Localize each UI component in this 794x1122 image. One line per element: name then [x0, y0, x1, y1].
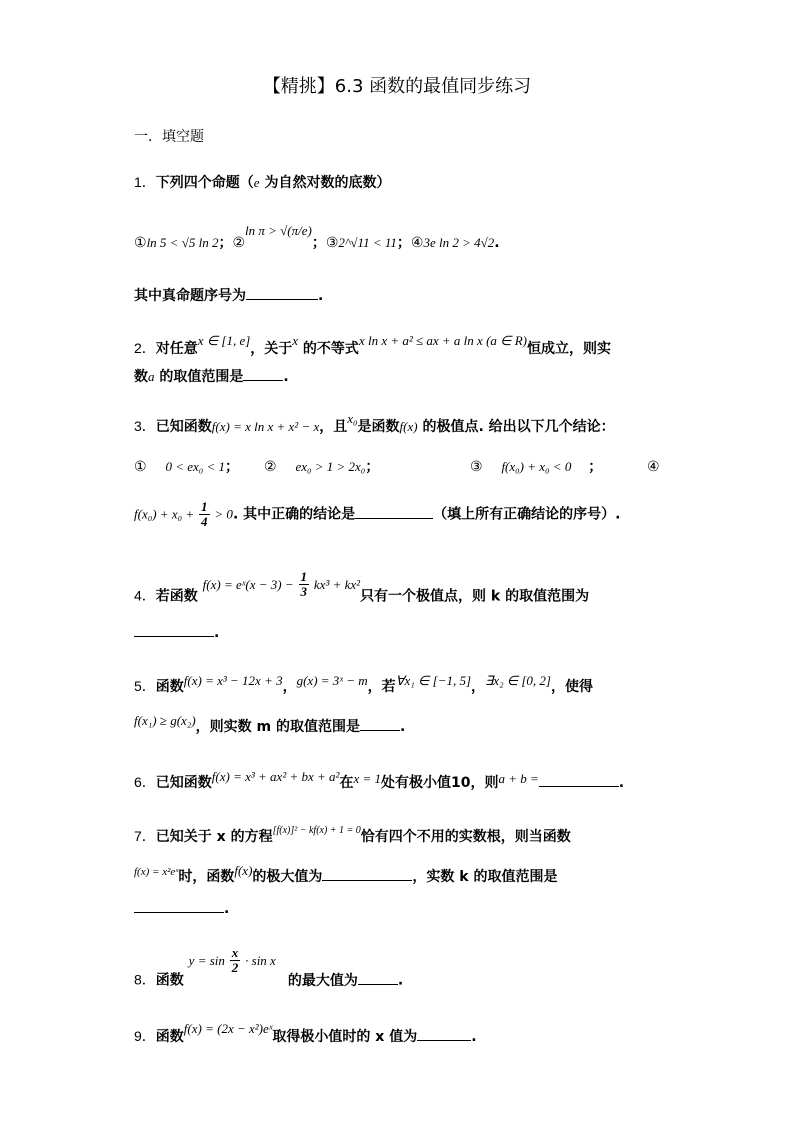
- fraction: $\frac{1}{4}$: [201, 499, 208, 529]
- question-number: 7．: [134, 828, 156, 844]
- question-number: 8．: [134, 971, 156, 988]
- question-1-stem: 1．下列四个命题（e 为自然对数的底数）: [134, 174, 391, 191]
- q3-conclusion-4-mark: ④: [647, 458, 660, 474]
- page-title: 【精挑】6.3 函数的最值同步练习: [262, 76, 532, 97]
- answer-blank[interactable]: [134, 898, 224, 913]
- question-5-line-1: 5．函数f(x) = x³ − 12x + 3，g(x) = 3ˣ − m，若∀x₁ ∈ [−1, 5]，∃x₂ ∈ [0, 2]，使得: [134, 673, 593, 695]
- answer-blank[interactable]: [246, 285, 318, 300]
- question-7-line-3: .: [134, 898, 229, 919]
- fraction: $\frac{x}{2}$: [231, 945, 239, 975]
- question-number: 3．: [134, 418, 156, 434]
- answer-blank[interactable]: [243, 366, 283, 381]
- q1-option-3: 2^√11 < 11: [338, 235, 397, 250]
- question-number: 1．: [134, 174, 156, 190]
- q1-option-1: ln 5 < √5 ln 2: [146, 235, 219, 250]
- question-number: 9．: [134, 1028, 156, 1044]
- question-2-line-1: 2．对任意x ∈ [1, e]，关于x 的不等式x ln x + a² ≤ ax + a ln x (a ∈ R)恒成立，则实: [134, 333, 611, 357]
- question-4-line-2: .: [134, 622, 219, 643]
- answer-blank[interactable]: [539, 772, 619, 787]
- answer-blank[interactable]: [358, 970, 398, 985]
- q3-conclusion-3: ③ f(x₀) + x₀ < 0 ；: [470, 458, 603, 475]
- answer-blank[interactable]: [360, 716, 400, 731]
- question-3-line-1: 3．已知函数f(x) = x ln x + x² − x，且x₀是函数f(x) 的极值点. 给出以下几个结论：: [134, 411, 615, 435]
- question-7-line-1: 7．已知关于 x 的方程$^{[f(x)]^2 - kf(x) + 1 = 0}$恰有四个不用的实数根，则当函数: [134, 825, 571, 845]
- question-number: 5．: [134, 678, 156, 694]
- question-1-tail: 其中真命题序号为 .: [134, 285, 323, 306]
- question-7-line-2: $^{f(x) = x^2eˣ}$时，函数f(x)的极大值为 ，实数 k 的取值范围是: [134, 863, 558, 885]
- answer-blank[interactable]: [322, 866, 412, 881]
- q3-conclusion-2: ② ex₀ > 1 > 2x₀；: [264, 458, 380, 475]
- question-1-options: ①ln 5 < √5 ln 2；②ln π > √(π/e)；③2^√11 < 11；④3e ln 2 > 4√2.: [134, 223, 500, 251]
- q1-option-2: ln π > √(π/e): [245, 223, 312, 238]
- question-4-line-1: 4．若函数 f(x) = eˣ(x − 3) − $\frac{1}{3}$ kx³ + kx²只有一个极值点，则 k 的取值范围为: [134, 569, 590, 605]
- question-6: 6．已知函数f(x) = x³ + ax² + bx + a²在x = 1处有极小值10，则a + b = .: [134, 769, 625, 791]
- q3-conclusion-1: ① 0 < ex₀ < 1；: [134, 458, 240, 475]
- question-9: 9．函数f(x) = (2x − x²)eˣ取得极小值时的 x 值为 .: [134, 1021, 477, 1045]
- answer-blank[interactable]: [134, 622, 214, 637]
- answer-blank[interactable]: [355, 504, 433, 519]
- section-heading: 一．填空题: [134, 129, 204, 145]
- question-number: 4．: [134, 587, 156, 604]
- q3-conclusion-4: f(x₀) + x₀ + $\frac{1}{4}$ > 0. 其中正确的结论是 （填上所有正确结论的序号）.: [134, 499, 621, 529]
- question-2-line-2: 数a 的取值范围是 .: [134, 366, 289, 387]
- question-8: 8．函数 y = sin $\frac{x}{2}$ · sin x的最大值为 .: [134, 945, 404, 989]
- answer-blank[interactable]: [417, 1026, 471, 1041]
- question-number: 6．: [134, 774, 156, 790]
- q1-option-4: 3e ln 2 > 4√2: [423, 235, 495, 250]
- question-number: 2．: [134, 340, 156, 356]
- fraction: $\frac{1}{3}$: [300, 569, 308, 599]
- question-5-line-2: f(x₁) ≥ g(x₂)，则实数 m 的取值范围是 .: [134, 713, 406, 735]
